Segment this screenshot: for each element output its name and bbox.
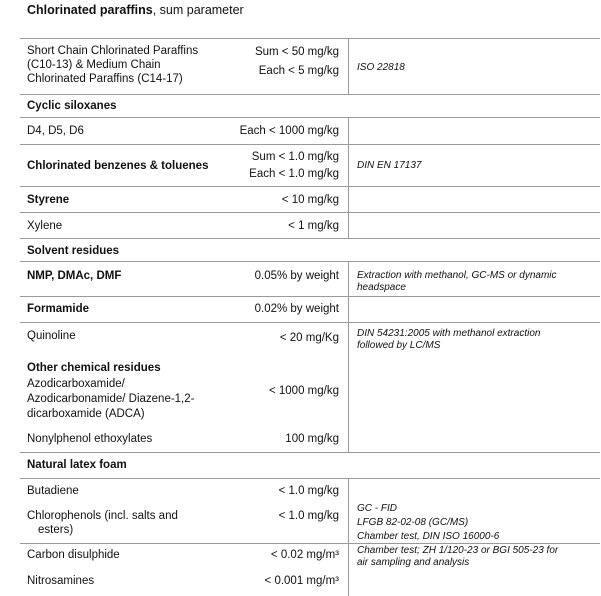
quinoline-method-2: followed by LC/MS: [357, 340, 441, 351]
row-divider: [20, 296, 600, 297]
formamide-label: Formamide: [27, 303, 89, 315]
chlorophenols-label-1: Chlorophenols (incl. salts and: [27, 510, 178, 522]
adca-limit: < 1000 mg/kg: [268, 385, 339, 397]
row-divider: [20, 117, 600, 118]
nmp-method-2: headspace: [357, 282, 406, 293]
row-divider: [20, 238, 600, 239]
row-divider: [20, 261, 600, 262]
row-divider: [20, 38, 600, 39]
sccp-label-1: Short Chain Chlorinated Paraffins: [27, 45, 199, 57]
row-divider: [20, 322, 600, 323]
butadiene-label: Butadiene: [27, 485, 79, 497]
row-divider: [20, 212, 600, 213]
xylene-label: Xylene: [27, 220, 63, 232]
nitrosamines-label: Nitrosamines: [27, 575, 95, 587]
d4-limit: Each < 1000 mg/kg: [239, 125, 339, 137]
row-divider: [20, 186, 600, 187]
carbon-disulphide-label: Carbon disulphide: [27, 549, 120, 561]
section-title-bold: Chlorinated paraffins: [27, 3, 153, 17]
natural-latex-header: Natural latex foam: [27, 459, 127, 471]
npe-label: Nonylphenol ethoxylates: [27, 433, 153, 445]
styrene-limit: < 10 mg/kg: [281, 194, 339, 206]
nmp-label: NMP, DMAc, DMF: [27, 270, 122, 282]
styrene-label: Styrene: [27, 194, 70, 206]
latex-method-5: air sampling and analysis: [357, 557, 470, 568]
cb-method: DIN EN 17137: [357, 160, 422, 171]
row-divider: [20, 452, 600, 453]
butadiene-limit: < 1.0 mg/kg: [278, 485, 339, 497]
column-divider: [348, 38, 349, 95]
quinoline-limit: < 20 mg/Kg: [279, 332, 339, 344]
nmp-limit: 0.05% by weight: [254, 270, 339, 282]
chlorophenols-label-2: esters): [38, 524, 74, 536]
sccp-limit-each: Each < 5 mg/kg: [258, 65, 339, 77]
carbon-disulphide-limit: < 0.02 mg/m³: [270, 549, 339, 561]
npe-limit: 100 mg/kg: [285, 433, 339, 445]
solvent-residues-header: Solvent residues: [27, 245, 120, 257]
cyclic-siloxanes-header: Cyclic siloxanes: [27, 100, 117, 112]
chlorophenols-limit: < 1.0 mg/kg: [278, 510, 339, 522]
sccp-label-2: (C10-13) & Medium Chain: [27, 59, 161, 71]
sccp-label-3: Chlorinated Paraffins (C14-17): [27, 73, 183, 85]
column-divider: [348, 478, 349, 596]
other-residues-header: Other chemical residues: [27, 362, 161, 374]
latex-method-4: Chamber test; ZH 1/120-23 or BGI 505-23 for: [357, 545, 559, 556]
section-title-rest: , sum parameter: [152, 3, 244, 17]
section-title: [27, 3, 244, 17]
row-divider: [20, 543, 600, 544]
latex-method-3: Chamber test, DIN ISO 16000-6: [357, 531, 500, 542]
cb-limit-sum: Sum < 1.0 mg/kg: [251, 151, 339, 163]
quinoline-method-1: DIN 54231:2005 with methanol extraction: [357, 328, 541, 339]
nmp-method-1: Extraction with methanol, GC-MS or dynamic: [357, 270, 557, 281]
latex-method-2: LFGB 82-02-08 (GC/MS): [357, 517, 469, 528]
latex-method-1: GC - FID: [357, 503, 397, 514]
xylene-limit: < 1 mg/kg: [288, 220, 339, 232]
cb-limit-each: Each < 1.0 mg/kg: [249, 168, 339, 180]
adca-label-2: Azodicarbonamide/ Diazene-1,2-: [27, 393, 195, 405]
nitrosamines-limit: < 0.001 mg/m³: [264, 575, 339, 587]
row-divider: [20, 478, 600, 479]
sccp-limit-sum: Sum < 50 mg/kg: [254, 46, 339, 58]
row-divider: [20, 144, 600, 145]
sccp-method: ISO 22818: [357, 62, 405, 73]
column-divider: [348, 117, 349, 238]
column-divider: [348, 261, 349, 452]
adca-label-1: Azodicarboxamide/: [27, 378, 125, 390]
quinoline-label: Quinoline: [27, 330, 76, 342]
adca-label-3: dicarboxamide (ADCA): [27, 408, 145, 420]
d4-label: D4, D5, D6: [27, 125, 84, 137]
formamide-limit: 0.02% by weight: [254, 303, 339, 315]
chlorinated-benzenes-label: Chlorinated benzenes & toluenes: [27, 160, 209, 172]
row-divider: [20, 94, 600, 95]
